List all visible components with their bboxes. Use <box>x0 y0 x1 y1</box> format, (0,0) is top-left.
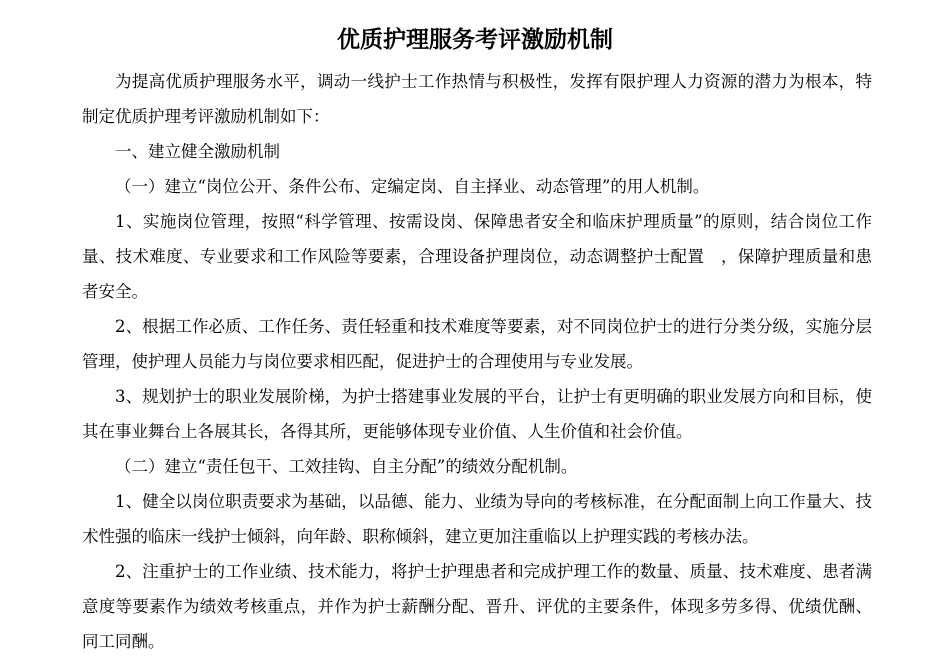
paragraph-item-1-3: 3、规划护士的职业发展阶梯，为护士搭建事业发展的平台，让护士有更明确的职业发展方向和目标，使其在事业舞台上各展其长，各得其所，更能够体现专业价值、人生价值和社会价值。 <box>82 387 872 441</box>
paragraph-item-1-1: 1、实施岗位管理，按照“科学管理、按需设岗、保障患者安全和临床护理质量”的原则，结合岗位工作量、技术难度、专业要求和工作风险等要素，合理设备护理岗位，动态调整护士配置 ，保障护理质量和患者安全。 <box>82 212 872 301</box>
section-heading-1: 一、建立健全激励机制 <box>115 142 280 161</box>
subsection-heading-1: （一）建立“岗位公开、条件公布、定编定岗、自主择业、动态管理”的用人机制。 <box>115 177 710 196</box>
paragraph-item-1-2: 2、根据工作必质、工作任务、责任轻重和技术难度等要素，对不同岗位护士的进行分类分级，实施分层管理，使护理人员能力与岗位要求相匹配，促进护士的合理使用与专业发展。 <box>82 317 872 371</box>
intro-paragraph: 为提高优质护理服务水平，调动一线护士工作热情与积极性，发挥有限护理人力资源的潜力为根本，特制定优质护理考评激励机制如下： <box>82 72 872 126</box>
subsection-heading-2: （二）建立“责任包干、工效挂钩、自主分配”的绩效分配机制。 <box>115 457 578 476</box>
document-body <box>82 64 872 659</box>
document-title: 优质护理服务考评激励机制 <box>337 27 613 53</box>
paragraph-item-2-1: 1、健全以岗位职责要求为基础，以品德、能力、业绩为导向的考核标准，在分配面制上向工作量大、技术性强的临床一线护士倾斜，向年龄、职称倾斜，建立更加注重临以上护理实践的考核办法。 <box>82 492 872 546</box>
paragraph-item-2-2: 2、注重护士的工作业绩、技术能力，将护士护理患者和完成护理工作的数量、质量、技术难度、患者满意度等要素作为绩效考核重点，并作为护士薪酬分配、晋升、评优的主要条件，体现多劳多得、优绩优酬、同工同酬。 <box>82 562 872 651</box>
